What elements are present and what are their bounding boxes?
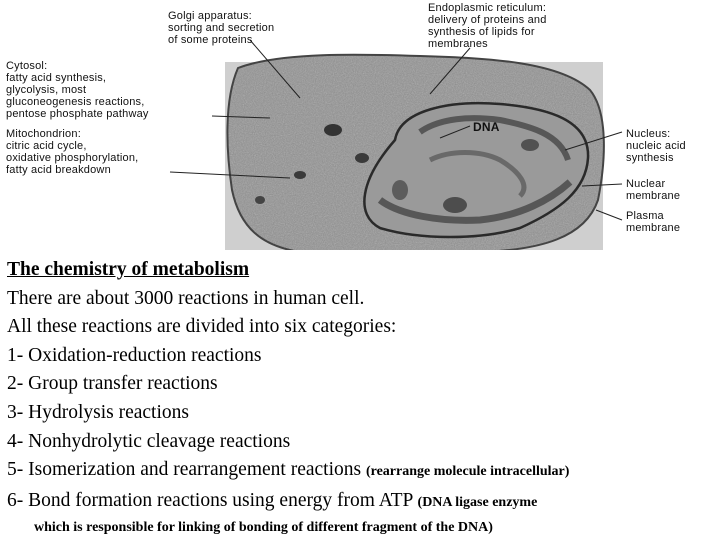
intro-line-categories: All these reactions are divided into six categories: <box>7 316 397 338</box>
label-golgi-apparatus: Golgi apparatus: sorting and secretion of some proteins <box>168 10 275 46</box>
label-dna: DNA <box>473 120 500 134</box>
category-item-6: 6- Bond formation reactions using energy from ATP <box>7 489 413 511</box>
label-endoplasmic-reticulum: Endoplasmic reticulum: delivery of proteins and synthesis of lipids for membranes <box>428 2 547 50</box>
category-item-3: 3- Hydrolysis reactions <box>7 401 189 423</box>
label-plasma-membrane: Plasma membrane <box>626 210 681 234</box>
metabolism-text-block <box>7 256 717 539</box>
label-cytosol: Cytosol: fatty acid synthesis, glycolysis, most gluconeogenesis reactions, pentose phosphate pathway <box>6 60 149 120</box>
category-item-4: 4- Nonhydrolytic cleavage reactions <box>7 430 291 452</box>
label-nuclear-membrane: Nuclear membrane <box>626 178 681 202</box>
mitochondrion-shape <box>355 153 369 163</box>
category-item-6-note-continued: which is responsible for linking of bonding of different fragment of the DNA) <box>34 520 493 536</box>
category-item-5-note: (rearrange molecule intracellular) <box>365 464 570 480</box>
category-item-5-row <box>7 456 717 487</box>
label-nucleus: Nucleus: nucleic acid synthesis <box>626 128 686 164</box>
category-item-2: 2- Group transfer reactions <box>7 373 218 395</box>
category-item-6-note: (DNA ligase enzyme <box>417 494 538 510</box>
intro-line-reaction-count: There are about 3000 reactions in human cell. <box>7 287 365 309</box>
cell-micrograph <box>0 0 720 250</box>
cell-micrograph-figure <box>0 0 720 250</box>
mitochondrion-shape <box>324 124 342 136</box>
category-item-5: 5- Isomerization and rearrangement reactions <box>7 459 362 481</box>
category-item-1: 1- Oxidation-reduction reactions <box>7 344 262 366</box>
mitochondrion-shape <box>255 196 265 204</box>
label-mitochondrion: Mitochondrion: citric acid cycle, oxidative phosphorylation, fatty acid breakdown <box>6 128 139 176</box>
section-heading: The chemistry of metabolism <box>7 259 250 280</box>
mitochondrion-shape <box>294 171 306 179</box>
category-item-6-row <box>7 487 717 518</box>
